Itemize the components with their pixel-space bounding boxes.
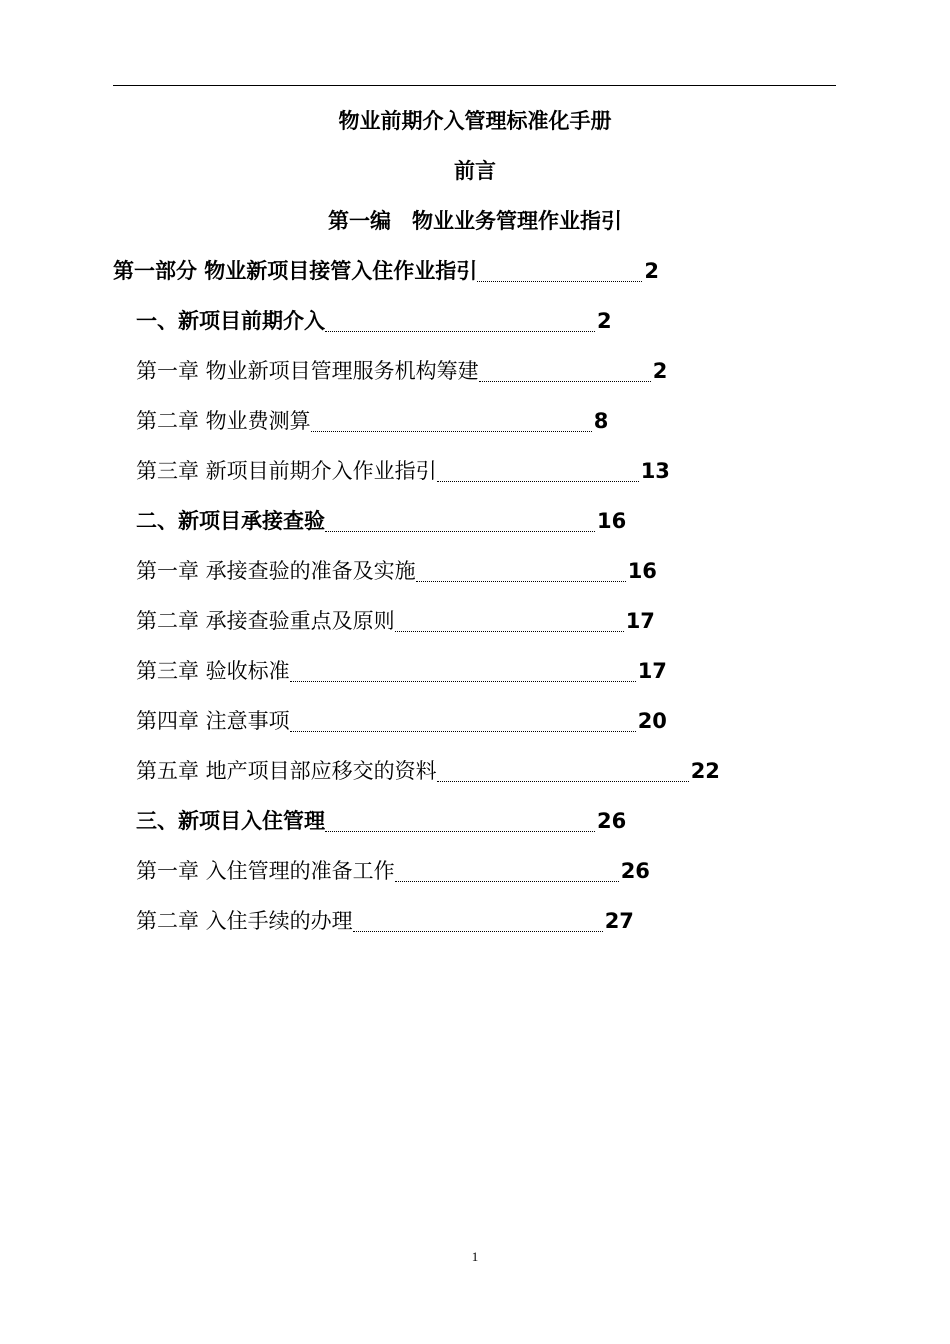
toc-entry[interactable] [136,807,626,833]
toc-entry[interactable] [136,507,626,533]
header-rule [113,85,836,86]
toc-leader [325,331,595,332]
toc-entry[interactable] [136,607,655,633]
toc-leader [311,431,592,432]
toc-leader [395,631,624,632]
toc-entry-page: 26 [597,809,627,833]
toc-leader [325,531,595,532]
toc-entry[interactable] [136,657,667,683]
document-title: 物业前期介入管理标准化手册 [338,109,612,133]
toc-leader [290,731,636,732]
toc-entry[interactable] [136,907,634,933]
toc-leader [479,381,651,382]
toc-entry-title: 第一章 承接查验的准备及实施 [136,559,416,583]
toc-entry-title: 第五章 地产项目部应移交的资料 [136,759,437,783]
toc-entry-title: 二、新项目承接查验 [136,509,325,533]
toc-entry-page: 2 [597,309,612,333]
toc-entry-title: 第一部分 物业新项目接管入住作业指引 [113,259,478,283]
toc-leader [290,681,636,682]
toc-leader [395,881,619,882]
toc-leader [353,931,603,932]
toc-entry-title: 第一章 物业新项目管理服务机构筹建 [136,359,479,383]
toc-entry-title: 第三章 验收标准 [136,659,290,683]
toc-entry-title: 第二章 承接查验重点及原则 [136,609,395,633]
toc-entry-title: 第二章 入住手续的办理 [136,909,353,933]
toc-entry[interactable] [136,357,667,383]
page-number: 1 [471,1249,479,1264]
toc-entry-page: 8 [593,409,609,433]
toc-entry[interactable] [136,757,720,783]
toc-entry-page: 17 [637,659,667,683]
toc-entry[interactable] [136,557,657,583]
toc-leader [416,581,626,582]
toc-entry-page: 16 [597,509,627,533]
toc-entry[interactable] [136,307,612,333]
toc-entry-title: 一、新项目前期介入 [136,309,325,333]
toc-entry[interactable] [113,257,659,283]
toc-entry[interactable] [136,407,608,433]
toc-entry-page: 26 [620,859,650,883]
toc-entry-title: 第四章 注意事项 [136,709,290,733]
volume-heading: 第一编 物业业务管理作业指引 [328,209,622,233]
toc-entry-page: 16 [627,559,657,583]
toc-entry-page: 22 [690,759,720,783]
toc-entry[interactable] [136,707,667,733]
toc-entry-title: 第三章 新项目前期介入作业指引 [136,459,437,483]
toc-entry-page: 13 [640,459,670,483]
toc-entry[interactable] [136,457,670,483]
toc-entry-page: 17 [625,609,655,633]
preface-heading: 前言 [454,159,496,183]
toc-entry-title: 三、新项目入住管理 [136,809,325,833]
toc-leader [477,281,642,282]
toc-entry-page: 27 [604,909,634,933]
toc-entry-title: 第二章 物业费测算 [136,409,311,433]
toc-entry-page: 2 [644,259,659,283]
toc-entry-page: 2 [652,359,668,383]
toc-leader [437,781,689,782]
toc-leader [437,481,639,482]
toc-entry-title: 第一章 入住管理的准备工作 [136,859,395,883]
toc-leader [325,831,595,832]
toc-entry[interactable] [136,857,650,883]
toc-entry-page: 20 [637,709,667,733]
